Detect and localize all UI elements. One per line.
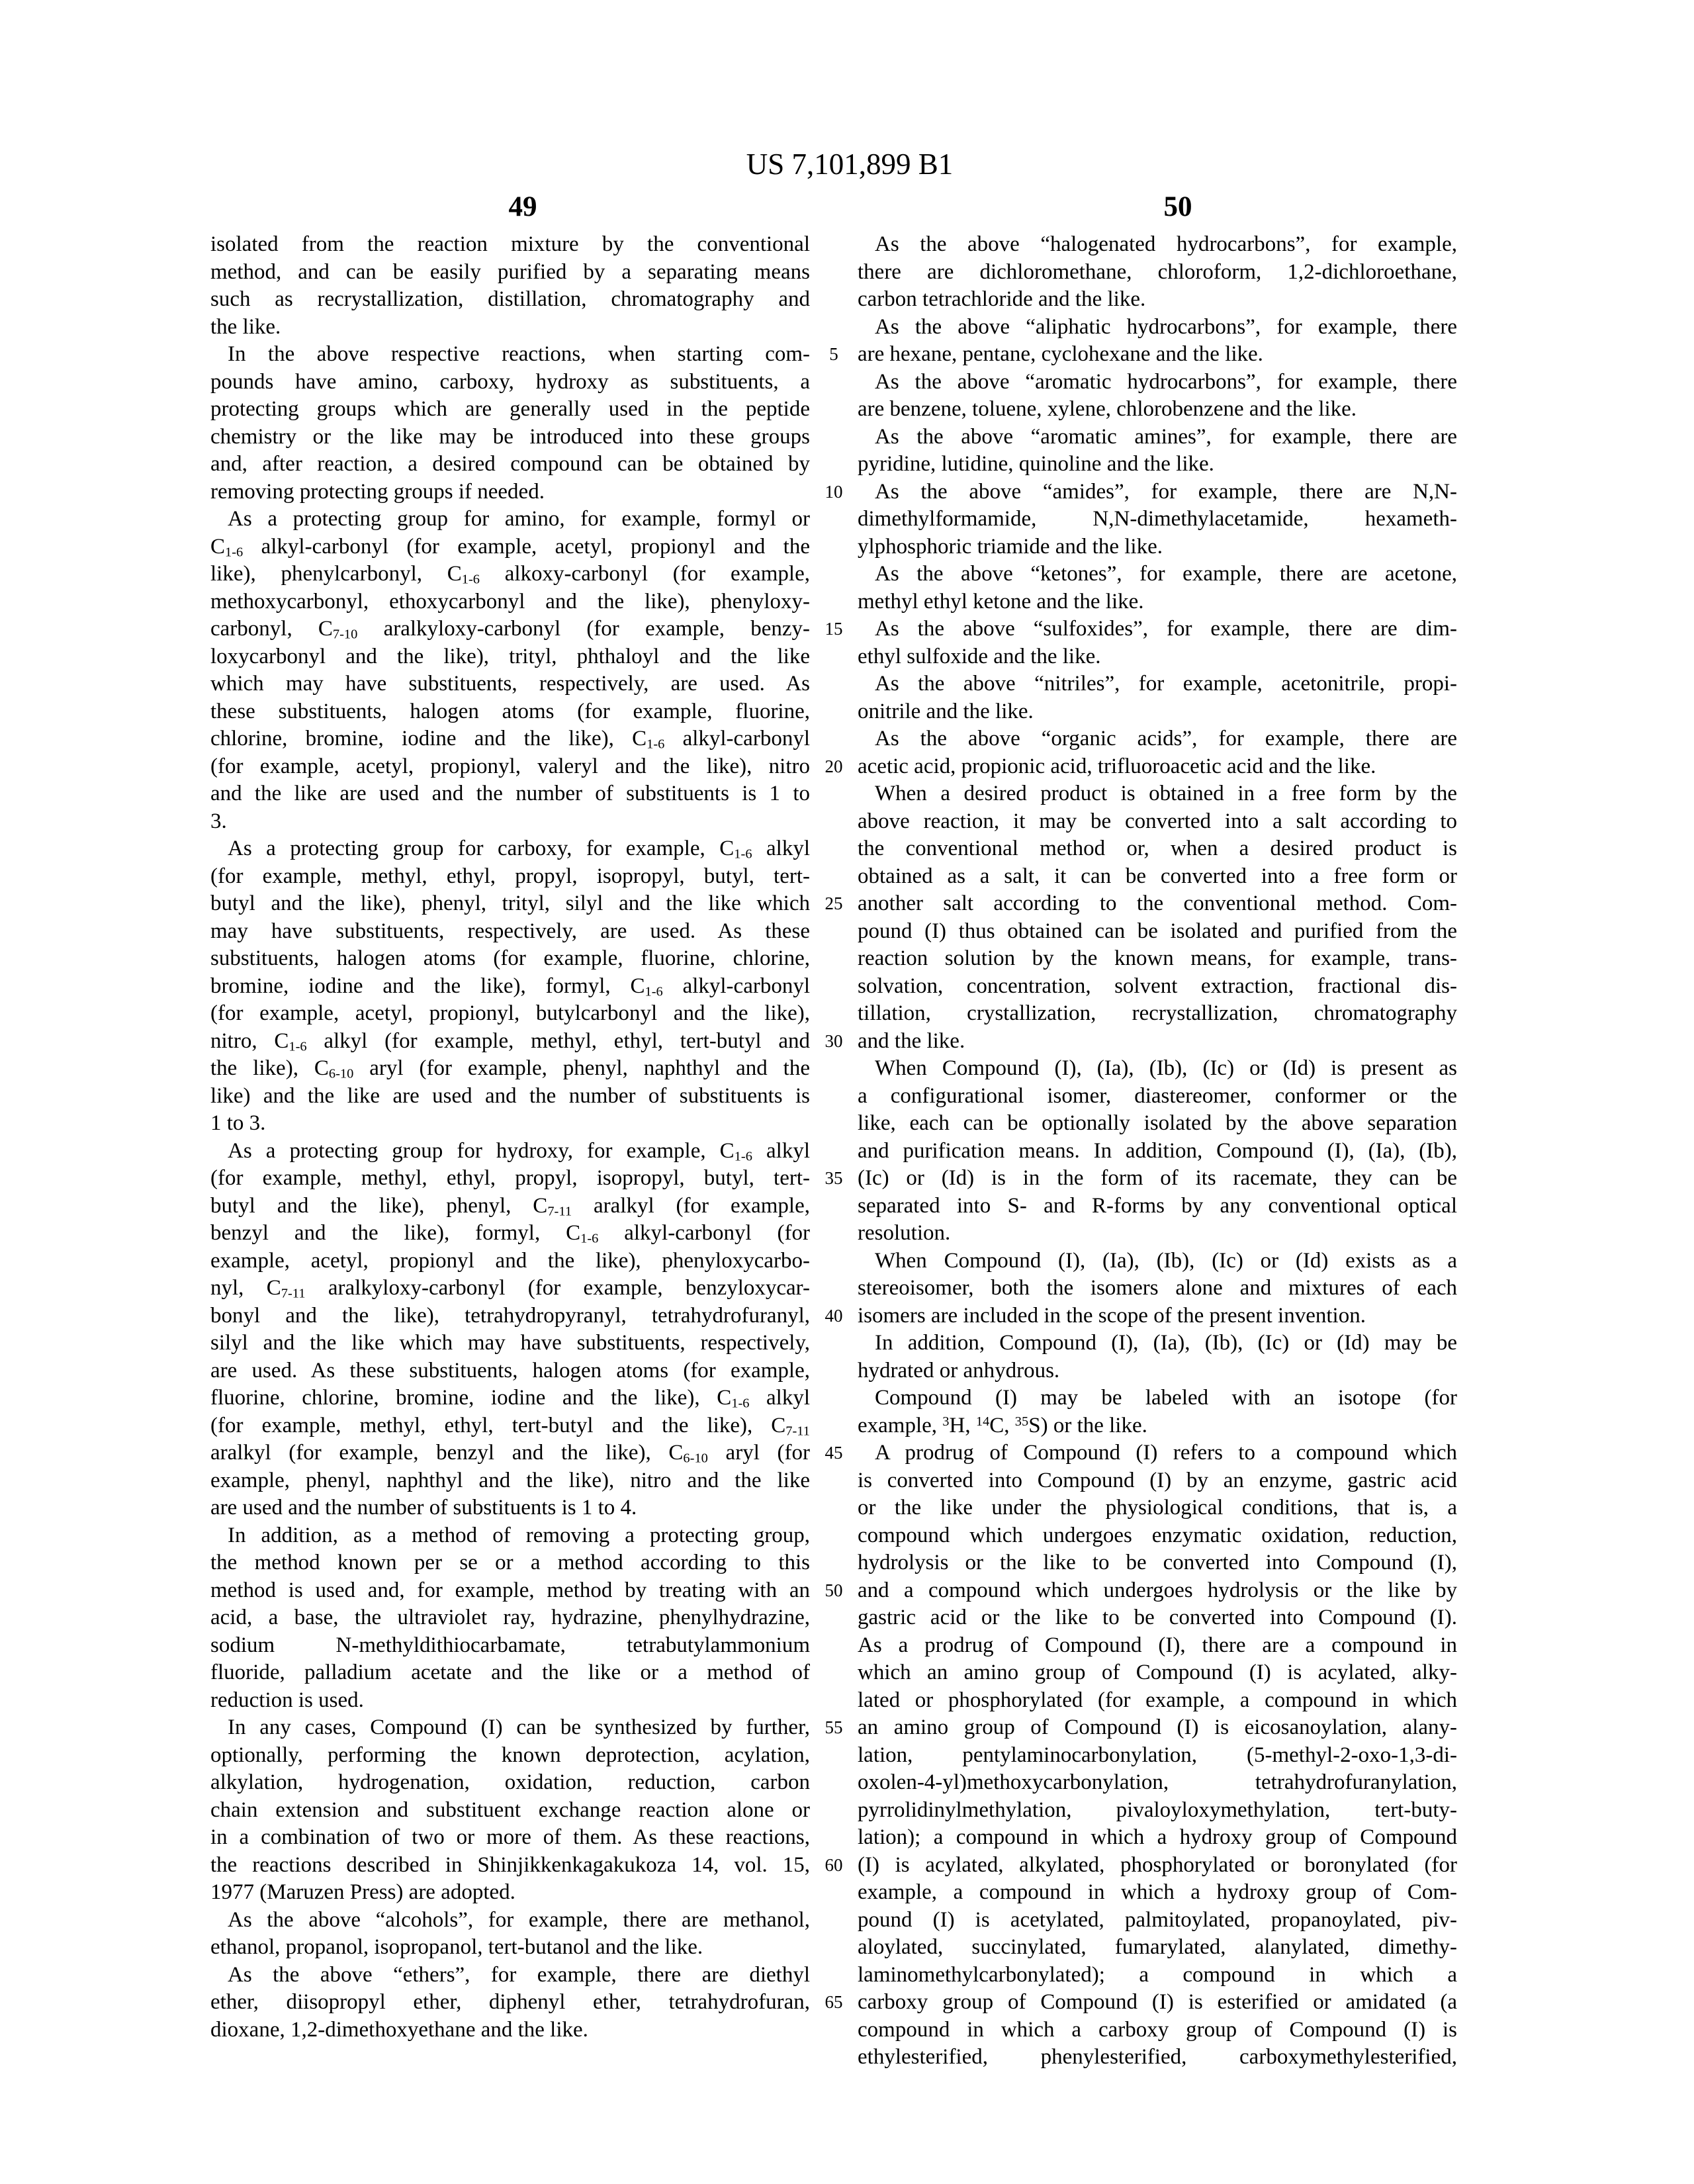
text-line: As the above “halogenated hydrocarbons”, for example, [875, 232, 1457, 256]
text-line: reaction solution by the known means, for example, trans- [858, 946, 1457, 970]
column-number-left: 49 [508, 191, 537, 222]
text-line: In the above respective reactions, when starting com- [228, 342, 810, 366]
text-line: in a combination of two or more of them. As these reactions, [210, 1825, 810, 1849]
text-line: fluorine, chlorine, bromine, iodine and the like), $C_{1-6}$ alkyl [210, 1386, 810, 1411]
text-line: ylphosphoric triamide and the like. [858, 534, 1163, 559]
text-line: dioxane, 1,2-dimethoxyethane and the like. [210, 2017, 588, 2042]
text-line: (for example, methyl, ethyl, propyl, isopropyl, butyl, tert- [210, 1166, 810, 1190]
text-line: butyl and the like), phenyl, $C_{7-11}$ aralkyl (for example, [210, 1193, 810, 1218]
text-line: are used. As these substituents, halogen atoms (for example, [210, 1358, 810, 1383]
text-line: (for example, acetyl, propionyl, butylcarbonyl and the like), [210, 1001, 810, 1025]
text-line: gastric acid or the like to be converted into Compound (I). [858, 1606, 1457, 1629]
text-line: pound (I) is acetylated, palmitoylated, propanoylated, piv- [858, 1907, 1457, 1932]
text-line: sodium N-methyldithiocarbamate, tetrabutylammonium [210, 1633, 810, 1657]
text-line: example, $^3$H, $^{14}$C, $^{35}$S) or the like. [858, 1413, 1147, 1437]
text-line: may have substituents, respectively, are used. As these [210, 919, 810, 943]
text-line: $C_{1-6}$ alkyl-carbonyl (for example, acetyl, propionyl and the [210, 534, 810, 559]
text-line: In any cases, Compound (I) can be synthesized by further, [228, 1715, 810, 1739]
line-number: 35 [825, 1168, 843, 1188]
text-line: pounds have amino, carboxy, hydroxy as substituents, a [210, 369, 810, 394]
text-line: are hexane, pentane, cyclohexane and the like. [858, 342, 1263, 366]
text-line: fluoride, palladium acetate and the like or a method of [210, 1661, 810, 1684]
text-line: the reactions described in Shinjikkenkagakukoza 14, vol. 15, [210, 1852, 810, 1877]
text-line: As a protecting group for amino, for example, formyl or [228, 507, 810, 531]
text-line: methyl ethyl ketone and the like. [858, 589, 1144, 614]
text-line: When a desired product is obtained in a free form by the [875, 782, 1457, 805]
text-line: As the above “aromatic hydrocarbons”, for example, there [875, 369, 1457, 394]
line-number: 5 [829, 344, 838, 364]
text-line: When Compound (I), (Ia), (Ib), (Ic) or (Id) is present as [875, 1056, 1457, 1080]
text-line: ethylesterified, phenylesterified, carboxymethylesterified, [858, 2045, 1457, 2069]
text-line: is converted into Compound (I) by an enzyme, gastric acid [858, 1468, 1457, 1492]
text-line: the method known per se or a method according to this [210, 1551, 810, 1574]
text-line: the like), $C_{6-10}$ aryl (for example, phenyl, naphthyl and the [210, 1056, 810, 1081]
line-number: 55 [825, 1717, 843, 1737]
text-line: aloylated, succinylated, fumarylated, alanylated, dimethy- [858, 1935, 1457, 1959]
text-line: As the above “amides”, for example, there are N,N- [875, 479, 1457, 504]
text-line: carboxy group of Compound (I) is esterified or amidated (a [858, 1990, 1457, 2014]
text-line: like), phenylcarbonyl, $C_{1-6}$ alkoxy-carbonyl (for example, [210, 562, 810, 587]
text-line: resolution. [858, 1221, 951, 1245]
text-line: 3. [210, 809, 227, 833]
line-number: 30 [825, 1030, 843, 1051]
text-line: stereoisomer, both the isomers alone and mixtures of each [858, 1276, 1457, 1300]
text-line: ethyl sulfoxide and the like. [858, 644, 1101, 668]
text-line: these substituents, halogen atoms (for example, fluorine, [210, 699, 810, 723]
text-line: loxycarbonyl and the like), trityl, phthaloyl and the like [210, 644, 810, 668]
text-line: another salt according to the conventional method. Com- [858, 891, 1457, 915]
text-line: carbonyl, $C_{7-10}$ aralkyloxy-carbonyl (for example, benzy- [210, 617, 810, 642]
text-line: example, acetyl, propionyl and the like), phenyloxycarbo- [210, 1248, 810, 1273]
text-line: (I) is acylated, alkylated, phosphorylated or boronylated (for [858, 1852, 1457, 1877]
text-line: and the like. [858, 1028, 965, 1053]
line-number: 20 [825, 756, 843, 776]
text-line: In addition, as a method of removing a protecting group, [228, 1523, 810, 1547]
text-line: are used and the number of substituents is 1 to 4. [210, 1496, 637, 1520]
text-line: are benzene, toluene, xylene, chlorobenzene and the like. [858, 397, 1357, 421]
text-line: pound (I) thus obtained can be isolated and purified from the [858, 919, 1457, 943]
text-line: silyl and the like which may have substituents, respectively, [210, 1331, 810, 1355]
text-line: isomers are included in the scope of the present invention. [858, 1303, 1366, 1328]
text-line: and the like are used and the number of substituents is 1 to [210, 782, 810, 805]
text-line: like) and the like are used and the number of substituents is [210, 1083, 810, 1108]
text-line: optionally, performing the known deprotection, acylation, [210, 1743, 810, 1767]
text-line: methoxycarbonyl, ethoxycarbonyl and the like), phenyloxy- [210, 589, 810, 614]
text-line: As the above “organic acids”, for example, there are [875, 727, 1457, 751]
text-line: lation); a compound in which a hydroxy group of Compound [858, 1825, 1457, 1849]
text-line: butyl and the like), phenyl, trityl, silyl and the like which [210, 891, 810, 915]
text-line: obtained as a salt, it can be converted into a free form or [858, 864, 1457, 888]
text-line: (for example, methyl, ethyl, propyl, isopropyl, butyl, tert- [210, 864, 810, 888]
text-line: substituents, halogen atoms (for example, fluorine, chlorine, [210, 946, 810, 970]
text-line: compound which undergoes enzymatic oxidation, reduction, [858, 1523, 1457, 1547]
text-line: oxolen-4-yl)methoxycarbonylation, tetrahydrofuranylation, [858, 1770, 1457, 1794]
text-line: hydrated or anhydrous. [858, 1358, 1060, 1383]
left-text-column [210, 231, 810, 2044]
text-line: the like. [210, 314, 281, 339]
text-line: As the above “ethers”, for example, there are diethyl [228, 1962, 810, 1987]
text-line: As a protecting group for hydroxy, for example, $C_{1-6}$ alkyl [228, 1138, 810, 1163]
text-line: dimethylformamide, N,N-dimethylacetamide, hexameth- [858, 507, 1457, 531]
text-line: a configurational isomer, diastereomer, conformer or the [858, 1083, 1457, 1108]
text-line: pyridine, lutidine, quinoline and the like. [858, 452, 1214, 476]
text-line: isolated from the reaction mixture by the conventional [210, 232, 810, 256]
text-line: such as recrystallization, distillation, chromatography and [210, 287, 810, 311]
text-line: 1 to 3. [210, 1111, 266, 1135]
text-line: which may have substituents, respectively, are used. As [210, 672, 810, 696]
text-line: removing protecting groups if needed. [210, 479, 545, 504]
text-line: pyrrolidinylmethylation, pivaloyloxymethylation, tert-buty- [858, 1797, 1457, 1822]
text-line: carbon tetrachloride and the like. [858, 287, 1146, 311]
text-line: method is used and, for example, method by treating with an [210, 1578, 810, 1602]
line-number: 50 [825, 1580, 843, 1600]
text-line: an amino group of Compound (I) is eicosanoylation, alany- [858, 1715, 1457, 1739]
text-line: As a protecting group for carboxy, for example, $C_{1-6}$ alkyl [228, 837, 810, 862]
column-number-right: 50 [1163, 191, 1192, 222]
text-line: chemistry or the like may be introduced into these groups [210, 424, 810, 449]
line-number: 40 [825, 1305, 843, 1326]
text-line: ether, diisopropyl ether, diphenyl ether, tetrahydrofuran, [210, 1990, 810, 2014]
text-line: nitro, $C_{1-6}$ alkyl (for example, methyl, ethyl, tert-butyl and [210, 1028, 810, 1054]
text-line: nyl, $C_{7-11}$ aralkyloxy-carbonyl (for example, benzyloxycar- [210, 1276, 810, 1301]
text-line: the conventional method or, when a desired product is [858, 837, 1457, 860]
text-line: As the above “sulfoxides”, for example, there are dim- [875, 617, 1457, 641]
text-line: A prodrug of Compound (I) refers to a compound which [875, 1441, 1457, 1465]
line-number: 45 [825, 1443, 843, 1463]
text-line: separated into S- and R-forms by any conventional optical [858, 1193, 1457, 1218]
text-line: and a compound which undergoes hydrolysis or the like by [858, 1578, 1457, 1602]
text-line: or the like under the physiological conditions, that is, a [858, 1496, 1457, 1520]
text-line: In addition, Compound (I), (Ia), (Ib), (Ic) or (Id) may be [875, 1331, 1457, 1355]
text-line: ethanol, propanol, isopropanol, tert-butanol and the like. [210, 1935, 703, 1959]
text-line: bromine, iodine and the like), formyl, $C_{1-6}$ alkyl-carbonyl [210, 974, 810, 999]
text-line: lation, pentylaminocarbonylation, (5-methyl-2-oxo-1,3-di- [858, 1743, 1457, 1767]
line-number: 25 [825, 893, 843, 913]
line-number: 60 [825, 1854, 843, 1875]
text-line: onitrile and the like. [858, 699, 1034, 723]
text-line: 1977 (Maruzen Press) are adopted. [210, 1880, 515, 1904]
line-number: 10 [825, 481, 843, 502]
right-text-column [858, 231, 1457, 2071]
text-line: and, after reaction, a desired compound can be obtained by [210, 452, 810, 476]
text-line: chlorine, bromine, iodine and the like), $C_{1-6}$ alkyl-carbonyl [210, 727, 810, 752]
line-number: 15 [825, 619, 843, 639]
text-line: (Ic) or (Id) is in the form of its racemate, they can be [858, 1166, 1457, 1190]
text-line: acetic acid, propionic acid, trifluoroacetic acid and the like. [858, 754, 1376, 778]
text-line: acid, a base, the ultraviolet ray, hydrazine, phenylhydrazine, [210, 1606, 810, 1629]
text-line: solvation, concentration, solvent extraction, fractional dis- [858, 974, 1457, 998]
text-line: chain extension and substituent exchange reaction alone or [210, 1797, 810, 1822]
text-line: As the above “aliphatic hydrocarbons”, for example, there [875, 314, 1457, 339]
line-number: 65 [825, 1992, 843, 2012]
text-line: protecting groups which are generally used in the peptide [210, 397, 810, 421]
text-line: there are dichloromethane, chloroform, 1,2-dichloroethane, [858, 259, 1457, 284]
text-line: As the above “nitriles”, for example, acetonitrile, propi- [875, 672, 1457, 696]
text-line: laminomethylcarbonylated); a compound in which a [858, 1962, 1457, 1987]
text-line: As a prodrug of Compound (I), there are a compound in [858, 1633, 1457, 1657]
text-line: tillation, crystallization, recrystallization, chromatography [858, 1001, 1457, 1025]
text-line: aralkyl (for example, benzyl and the like), $C_{6-10}$ aryl (for [210, 1441, 810, 1466]
text-line: bonyl and the like), tetrahydropyranyl, tetrahydrofuranyl, [210, 1303, 810, 1328]
text-line: As the above “aromatic amines”, for example, there are [875, 424, 1457, 449]
text-line: As the above “alcohols”, for example, there are methanol, [228, 1907, 810, 1932]
text-line: example, a compound in which a hydroxy group of Com- [858, 1880, 1457, 1904]
text-line: which an amino group of Compound (I) is acylated, alky- [858, 1661, 1457, 1684]
text-line: As the above “ketones”, for example, there are acetone, [875, 562, 1457, 586]
text-line: reduction is used. [210, 1688, 364, 1712]
text-line: lated or phosphorylated (for example, a compound in which [858, 1688, 1457, 1712]
text-line: and purification means. In addition, Compound (I), (Ia), (Ib), [858, 1138, 1457, 1163]
text-line: benzyl and the like), formyl, $C_{1-6}$ alkyl-carbonyl (for [210, 1221, 810, 1246]
text-line: When Compound (I), (Ia), (Ib), (Ic) or (Id) exists as a [875, 1248, 1457, 1273]
patent-number-header: US 7,101,899 B1 [746, 148, 954, 181]
text-line: (for example, methyl, ethyl, tert-butyl and the like), $C_{7-11}$ [210, 1413, 810, 1438]
text-line: alkylation, hydrogenation, oxidation, reduction, carbon [210, 1770, 810, 1794]
text-line: like, each can be optionally isolated by the above separation [858, 1111, 1457, 1135]
text-line: method, and can be easily purified by a separating means [210, 259, 810, 284]
text-line: above reaction, it may be converted into a salt according to [858, 809, 1457, 833]
text-line: Compound (I) may be labeled with an isotope (for [875, 1386, 1457, 1410]
text-line: example, phenyl, naphthyl and the like), nitro and the like [210, 1468, 810, 1492]
text-line: hydrolysis or the like to be converted into Compound (I), [858, 1551, 1457, 1574]
text-line: compound in which a carboxy group of Compound (I) is [858, 2017, 1457, 2042]
text-line: (for example, acetyl, propionyl, valeryl and the like), nitro [210, 754, 810, 778]
